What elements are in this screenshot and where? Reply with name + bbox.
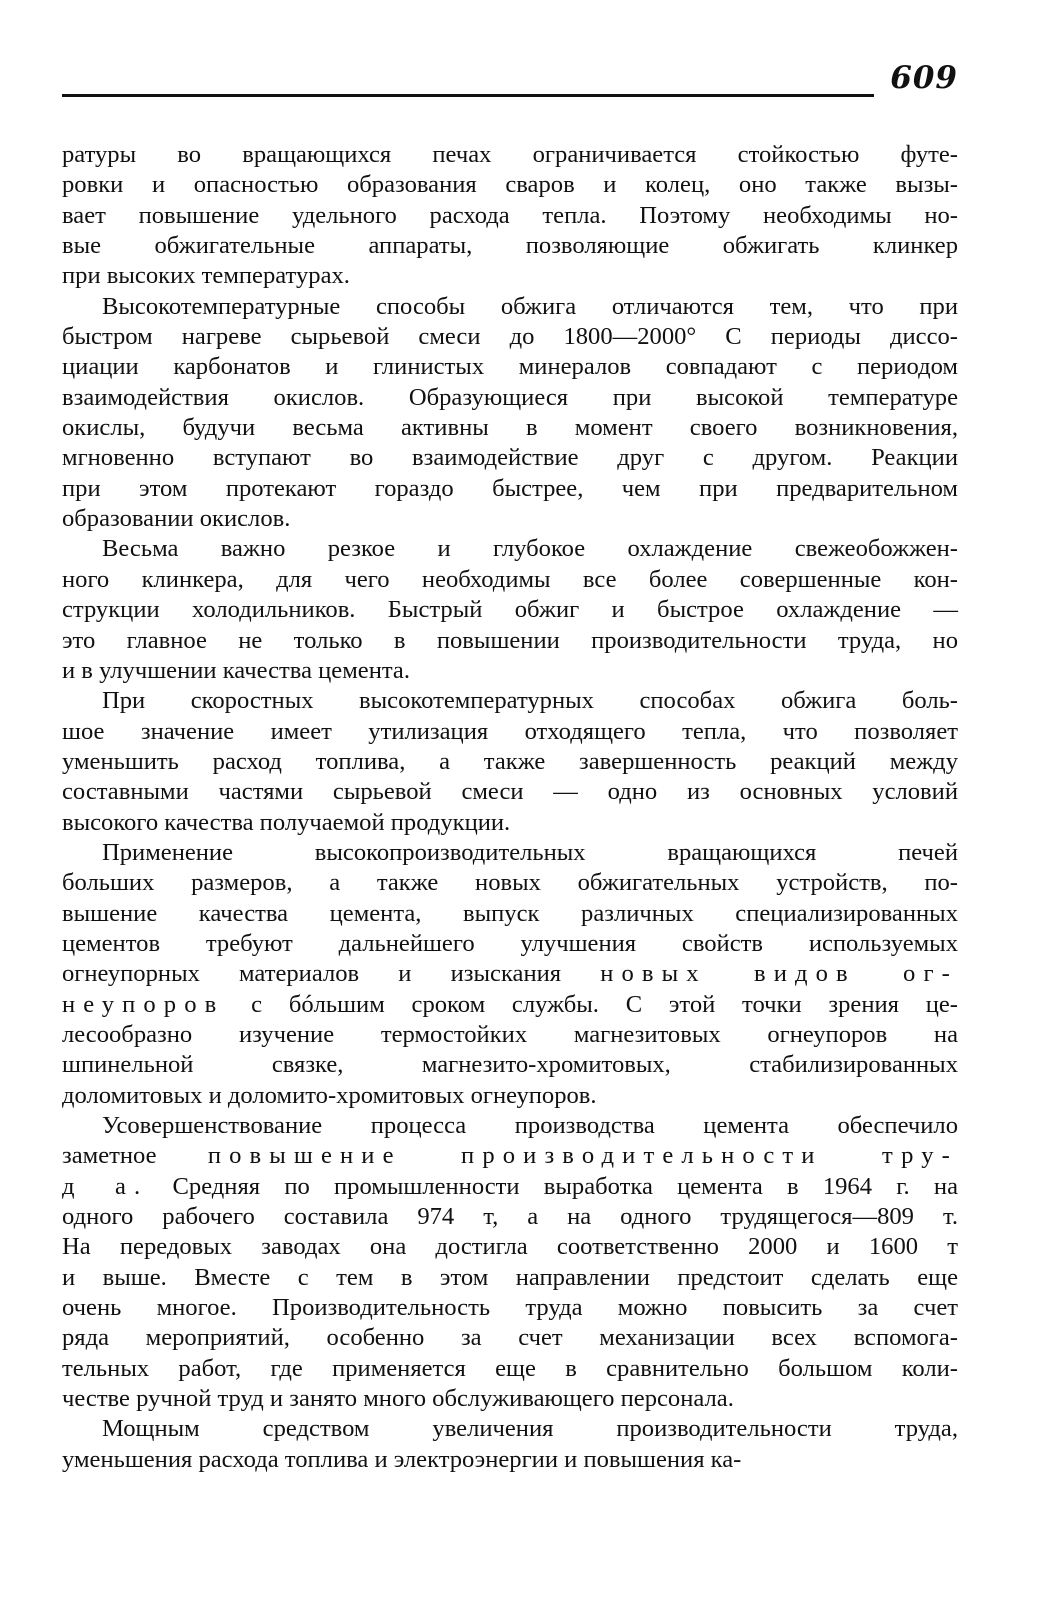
body-text <box>62 140 958 1475</box>
text-line: Усовершенствование процесса производства цемента обеспечило <box>102 1112 958 1139</box>
paragraph <box>62 838 958 1111</box>
text-line: очень многое. Производительность труда можно повысить за счет <box>62 1294 958 1322</box>
text-line: циации карбонатов и глинистых минералов совпадают с периодом <box>62 353 958 381</box>
text-line: при этом протекают гораздо быстрее, чем при предварительном <box>62 474 958 502</box>
text-line: Высокотемпературные способы обжига отличаются тем, что при <box>102 292 958 320</box>
text-line: уменьшить расход топлива, а также завершенность реакций между <box>62 747 958 775</box>
paragraph <box>62 1414 958 1475</box>
text-line: Весьма важно резкое и глубокое охлаждение свежеобожжен- <box>102 535 958 563</box>
header-rule <box>62 94 874 97</box>
text-line: огнеупорных материалов и изыскания новых видов ог- <box>62 960 958 988</box>
text-line: д а. Средняя по промышленности выработка цемента в 1964 г. на <box>62 1172 958 1200</box>
text-line: уменьшения расхода топлива и электроэнергии и повышения ка- <box>62 1445 742 1473</box>
text-line: ного клинкера, для чего необходимы все более совершенные кон- <box>62 565 958 593</box>
text-line: тельных работ, где применяется еще в сравнительно большом коли- <box>62 1354 958 1382</box>
text-line: Применение высокопроизводительных вращающихся печей <box>102 838 958 866</box>
paragraph <box>62 686 958 838</box>
text-line: шпинельной связке, магнезито-хромитовых, стабилизированных <box>62 1051 958 1079</box>
text-line: шое значение имеет утилизация отходящего тепла, что позволяет <box>62 717 958 745</box>
text-line: заметное повышение производительности тру- <box>62 1142 958 1170</box>
text-line: взаимодействия окислов. Образующиеся при высокой температуре <box>62 383 958 411</box>
paragraph <box>62 292 958 535</box>
text-line: при высоких температурах. <box>62 262 350 290</box>
text-line: и выше. Вместе с тем в этом направлении предстоит сделать еще <box>62 1263 958 1291</box>
text-line: высокого качества получаемой продукции. <box>62 808 511 836</box>
paragraph <box>62 534 958 686</box>
text-line: лесообразно изучение термостойких магнезитовых огнеупоров на <box>62 1020 958 1048</box>
text-line: окислы, будучи весьма активны в момент своего возникновения, <box>62 414 958 442</box>
text-line: доломитовых и доломито-хромитовых огнеупоров. <box>62 1081 597 1109</box>
emphasized-text: повышение производительности тру- <box>207 1142 958 1170</box>
page-number: 609 <box>890 60 958 96</box>
text-line: вые обжигательные аппараты, позволяющие обжигать клинкер <box>62 232 958 260</box>
text-line: При скоростных высокотемпературных способах обжига боль- <box>102 687 958 715</box>
text-line: цементов требуют дальнейшего улучшения свойств используемых <box>62 929 958 957</box>
text-line: вышение качества цемента, выпуск различных специализированных <box>62 899 958 927</box>
text-line: вает повышение удельного расхода тепла. Поэтому необходимы но- <box>62 201 958 229</box>
text-line: неупоров с бóльшим сроком службы. С этой точки зрения це- <box>62 990 958 1018</box>
text-line: ратуры во вращающихся печах ограничивается стойкостью футе- <box>62 141 958 168</box>
text-line: На передовых заводах она достигла соответственно 2000 и 1600 т <box>62 1233 958 1261</box>
text-line: быстром нагреве сырьевой смеси до 1800—2000° С периоды диссо- <box>62 323 958 351</box>
emphasized-text: новых видов ог- <box>600 960 958 988</box>
text-line: струкции холодильников. Быстрый обжиг и быстрое охлаждение — <box>62 596 958 624</box>
text-line: одного рабочего составила 974 т, а на одного трудящегося—809 т. <box>62 1203 958 1231</box>
text-line: честве ручной труд и занято много обслуживающего персонала. <box>62 1385 734 1413</box>
paragraph <box>62 140 958 292</box>
paragraph <box>62 1111 958 1414</box>
emphasized-text: неупоров <box>62 990 225 1018</box>
text-line: ровки и опасностью образования сваров и колец, оно также вызы- <box>62 171 958 199</box>
emphasized-text: д а. <box>62 1172 149 1200</box>
text-line: и в улучшении качества цемента. <box>62 656 410 684</box>
page-header <box>62 58 958 104</box>
text-line: образовании окислов. <box>62 505 291 533</box>
text-line: составными частями сырьевой смеси — одно из основных условий <box>62 778 958 806</box>
book-page <box>62 58 958 1548</box>
text-line: ряда мероприятий, особенно за счет механизации всех вспомога- <box>62 1324 958 1352</box>
text-line: это главное не только в повышении производительности труда, но <box>62 626 958 654</box>
text-line: мгновенно вступают во взаимодействие друг с другом. Реакции <box>62 444 958 472</box>
text-line: больших размеров, а также новых обжигательных устройств, по- <box>62 869 958 897</box>
text-line: Мощным средством увеличения производительности труда, <box>102 1415 958 1443</box>
